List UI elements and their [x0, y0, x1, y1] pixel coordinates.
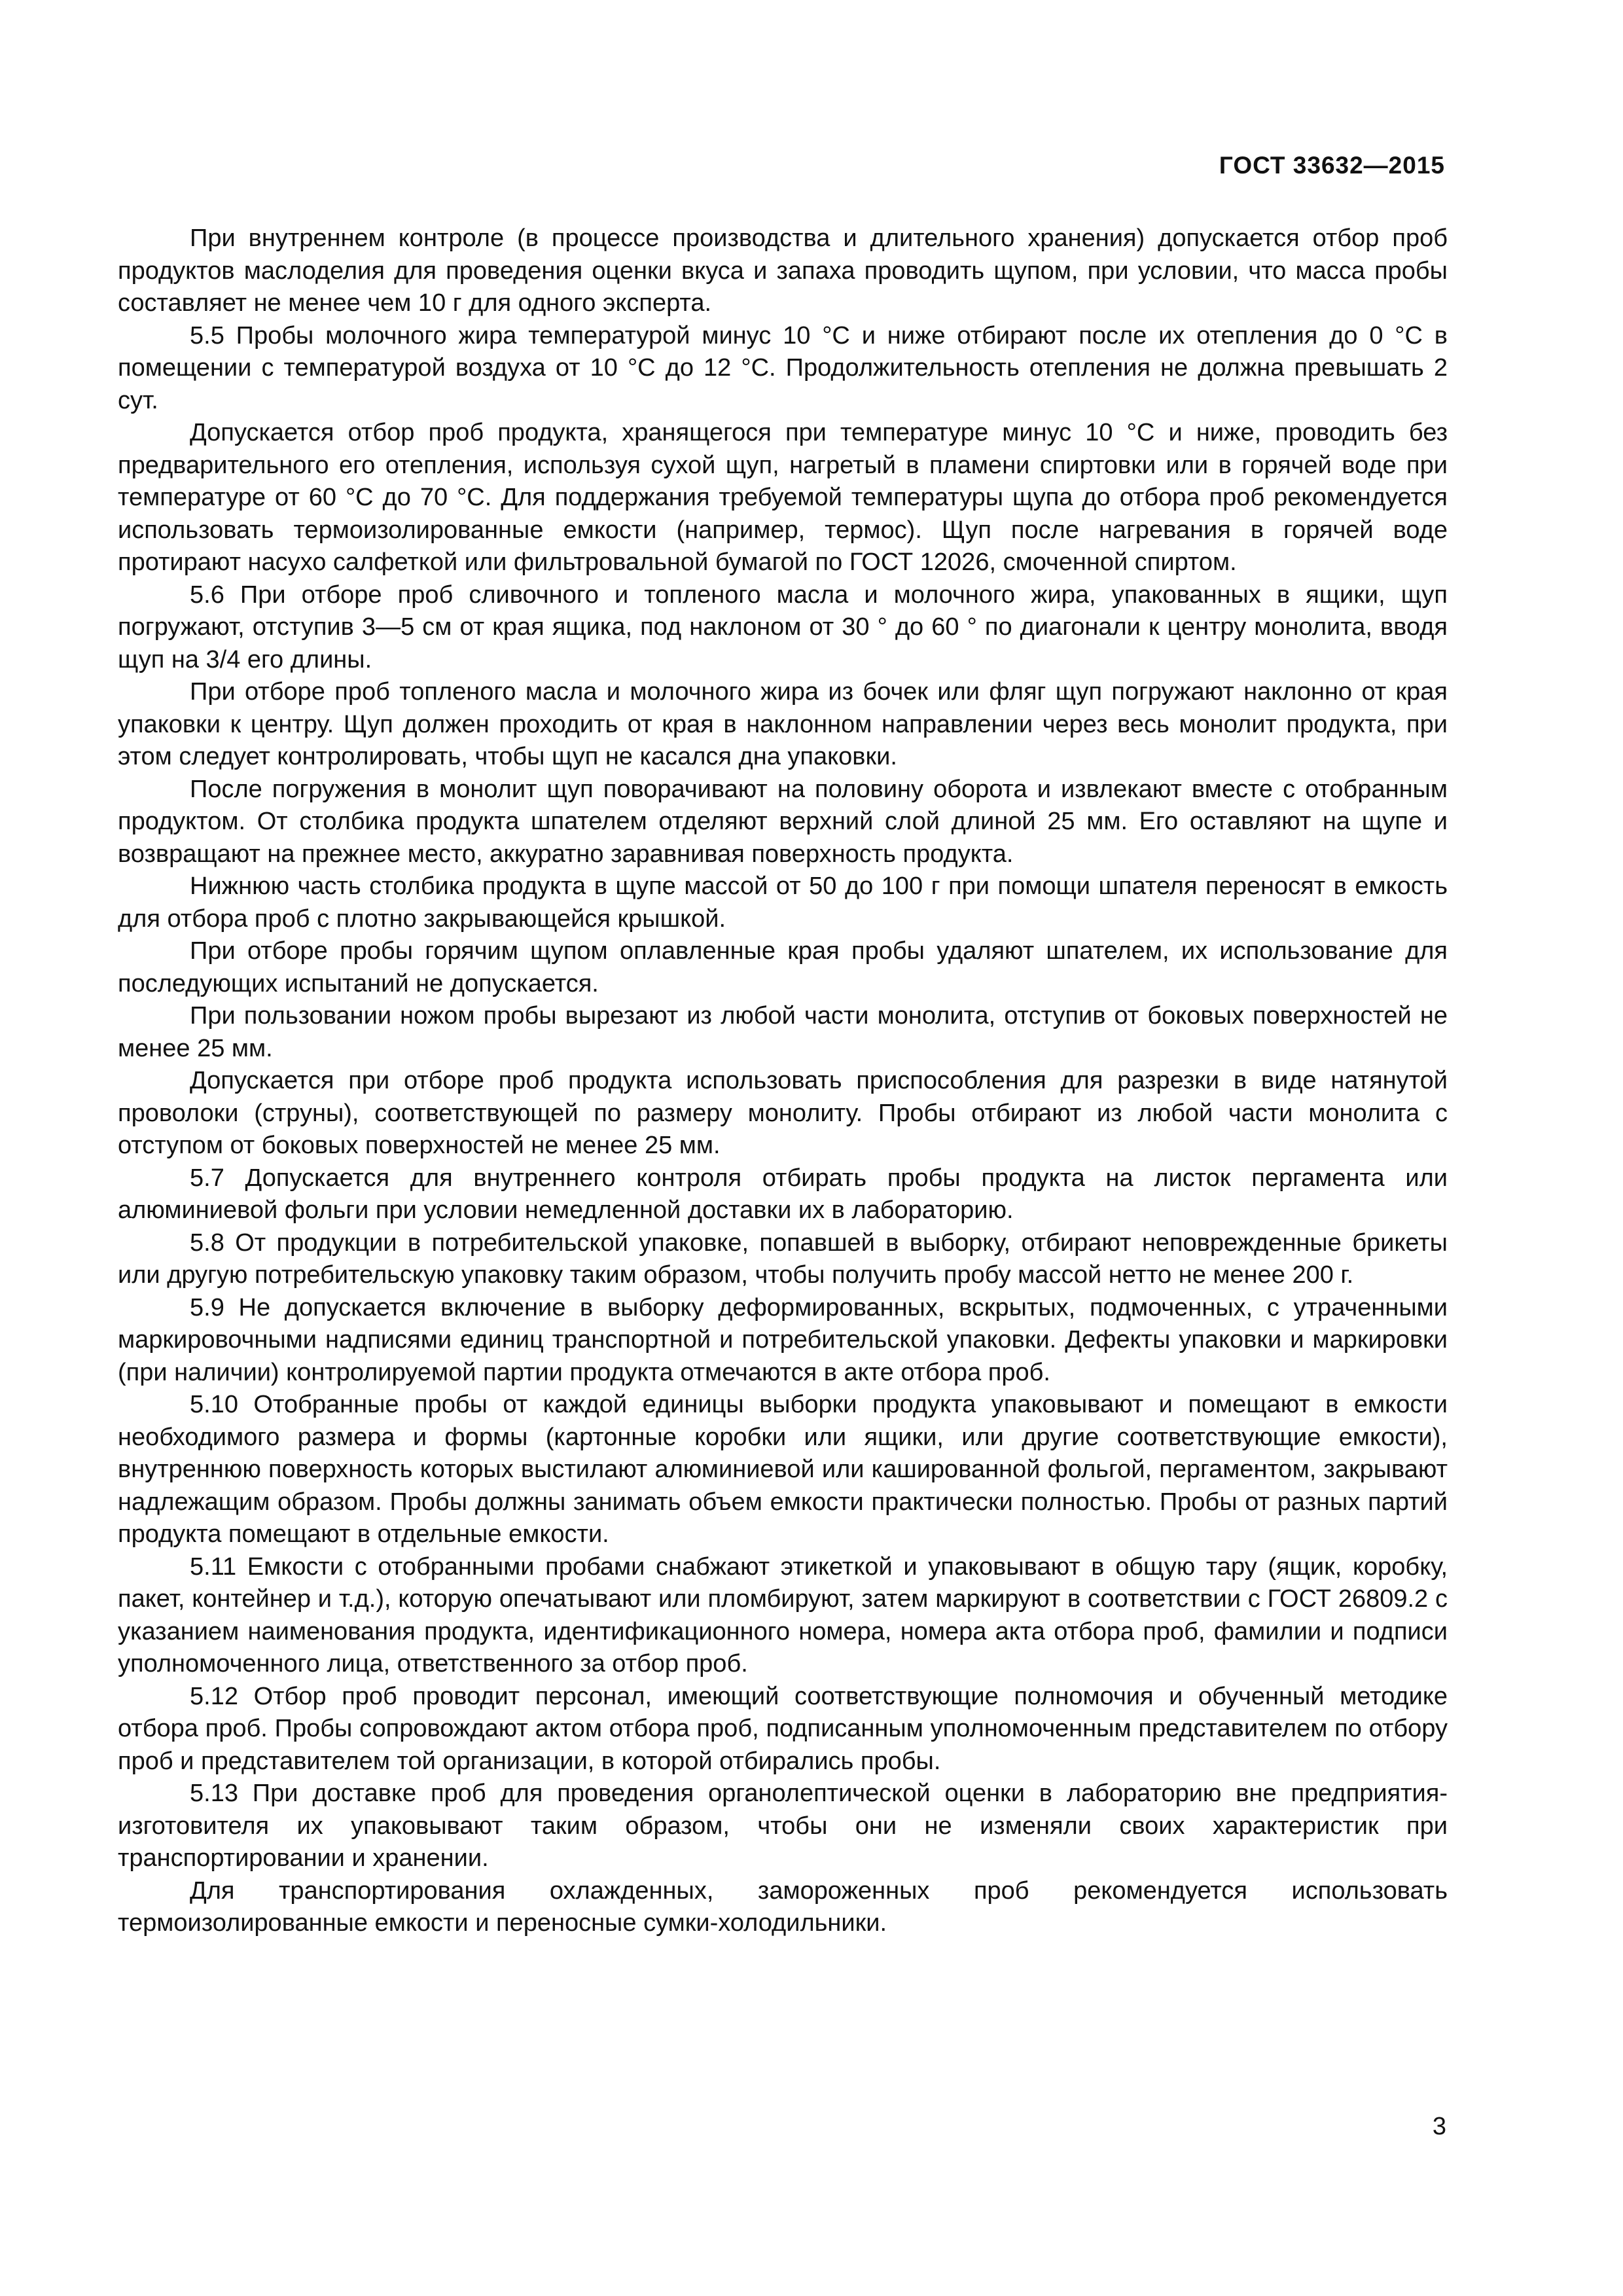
paragraph-5-11: 5.11 Емкости с отобранными пробами снабжают этикеткой и упаковывают в общую тару (ящик, коробку, пакет, контейнер и т.д.), которую опечатывают или пломбируют, затем маркируют в соответствии с ГОСТ 26809.2 с указанием наименования продукта, идентификационного номера, номера акта отбора проб, фамилии и подписи уполномоченного лица, ответственного за отбор проб. [118, 1552, 1448, 1677]
paragraph-5-7: 5.7 Допускается для внутреннего контроля отбирать пробы продукта на листок пергамента или алюминиевой фольги при условии немедленной доставки их в лабораторию. [118, 1164, 1448, 1224]
paragraph-5-8: 5.8 От продукции в потребительской упаковке, попавшей в выборку, отбирают неповрежденные брикеты или другую потребительскую упаковку таким образом, чтобы получить пробу массой нетто не менее 200 г. [118, 1229, 1448, 1289]
paragraph-5-6: 5.6 При отборе проб сливочного и топленого масла и молочного жира, упакованных в ящики, щуп погружают, отступив 3—5 см от края ящика, под наклоном от 30 ° до 60 ° по диагонали к центру монолита, вводя щуп на 3/4 его длины. [118, 581, 1448, 673]
paragraph-5-6-knife: При пользовании ножом пробы вырезают из любой части монолита, отступив от боковых поверхностей не менее 25 мм. [118, 1002, 1448, 1062]
paragraph-5-10: 5.10 Отобранные пробы от каждой единицы выборки продукта упаковывают и помещают в емкости необходимого размера и формы (картонные коробки или ящики, или другие соответствующие емкости), внутреннюю поверхность которых выстилают алюминиевой или кашированной фольгой, пергаментом, закрывают надлежащим образом. Пробы должны занимать объем емкости практически полностью. Пробы от разных партий продукта помещают в отдельные емкости. [118, 1391, 1448, 1548]
paragraph-5-6-rotation: После погружения в монолит щуп поворачивают на половину оборота и извлекают вместе с отобранным продуктом. От столбика продукта шпателем отделяют верхний слой длиной 25 мм. Его оставляют на щупе и возвращают на прежнее место, аккуратно заравнивая поверхность продукта. [118, 775, 1448, 868]
paragraph-internal-control: При внутреннем контроле (в процессе производства и длительного хранения) допускается отбор проб продуктов маслоделия для проведения оценки вкуса и запаха проводить щупом, при условии, что масса пробы составляет не менее чем 10 г для одного эксперта. [118, 224, 1448, 317]
document-body [118, 223, 1448, 1940]
paragraph-5-13-transport: Для транспортирования охлажденных, замороженных проб рекомендуется использовать термоизолированные емкости и переносные сумки-холодильники. [118, 1876, 1448, 1937]
paragraph-5-6-hot-probe: При отборе пробы горячим щупом оплавленные края пробы удаляют шпателем, их использование для последующих испытаний не допускается. [118, 937, 1448, 997]
paragraph-5-6-wire: Допускается при отборе проб продукта использовать приспособления для разрезки в виде натянутой проволоки (струны), соответствующей по размеру монолиту. Пробы отбирают из любой части монолита с отступом от боковых поверхностей не менее 25 мм. [118, 1067, 1448, 1159]
paragraph-5-12: 5.12 Отбор проб проводит персонал, имеющий соответствующие полномочия и обученный методике отбора проб. Пробы сопровождают актом отбора проб, подписанным уполномоченным представителем по отбору проб и представителем той организации, в которой отбирались пробы. [118, 1682, 1448, 1775]
paragraph-5-5-heated-probe: Допускается отбор проб продукта, хранящегося при температуре минус 10 °С и ниже, проводить без предварительного его отепления, используя сухой щуп, нагретый в пламени спиртовки или в горячей воде при температуре от 60 °С до 70 °С. Для поддержания требуемой температуры щупа до отбора проб рекомендуется использовать термоизолированные емкости (например, термос). Щуп после нагревания в горячей воде протирают насухо салфеткой или фильтровальной бумагой по ГОСТ 12026, смоченной спиртом. [118, 419, 1448, 576]
paragraph-5-6-lower-part: Нижнюю часть столбика продукта в щупе массой от 50 до 100 г при помощи шпателя переносят в емкость для отбора проб с плотно закрывающейся крышкой. [118, 872, 1448, 933]
paragraph-5-13: 5.13 При доставке проб для проведения органолептической оценки в лабораторию вне предприятия-изготовителя их упаковывают таким образом, чтобы они не изменяли своих характеристик при транспортировании и хранении. [118, 1780, 1448, 1872]
paragraph-5-6-barrels: При отборе проб топленого масла и молочного жира из бочек или фляг щуп погружают наклонно от края упаковки к центру. Щуп должен проходить от края в наклонном направлении через весь монолит продукта, при этом следует контролировать, чтобы щуп не касался дна упаковки. [118, 678, 1448, 770]
page-number: 3 [1432, 2113, 1446, 2140]
paragraph-5-9: 5.9 Не допускается включение в выборку деформированных, вскрытых, подмоченных, с утраченными маркировочными надписями единиц транспортной и потребительской упаковки. Дефекты упаковки и маркировки (при наличии) контролируемой партии продукта отмечаются в акте отбора проб. [118, 1293, 1448, 1386]
standard-code-header: ГОСТ 33632—2015 [1219, 152, 1445, 179]
paragraph-5-5: 5.5 Пробы молочного жира температурой минус 10 °С и ниже отбирают после их отепления до 0 °С в помещении с температурой воздуха от 10 °С до 12 °С. Продолжительность отепления не должна превышать 2 сут. [118, 321, 1448, 414]
